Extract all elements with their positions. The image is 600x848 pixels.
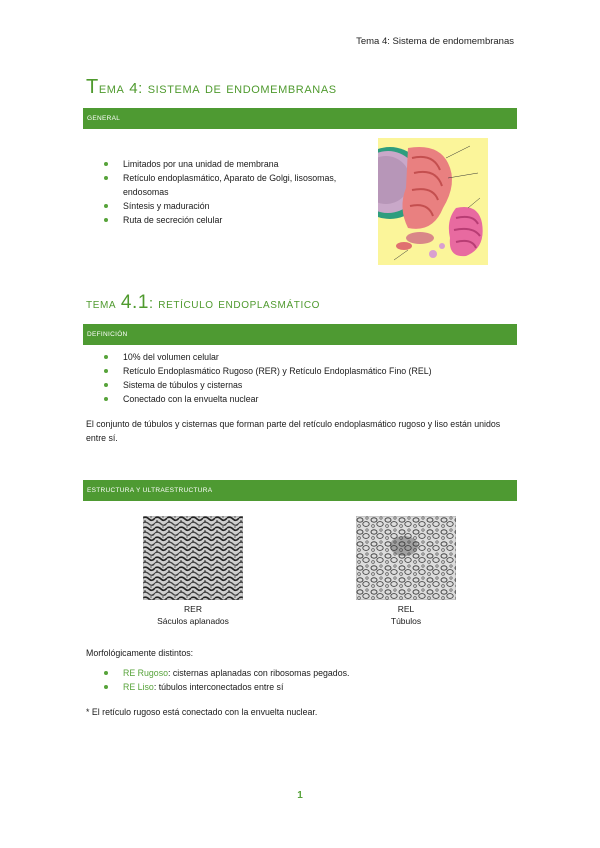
section-label-general: GENERAL	[87, 115, 121, 122]
rel-micrograph-image	[356, 516, 456, 600]
rer-micrograph-image	[143, 516, 243, 600]
term-re-liso: RE Liso	[123, 682, 154, 692]
rel-caption-subtitle: Túbulos	[390, 616, 422, 626]
list-item	[104, 666, 504, 680]
general-bullet-list	[104, 157, 364, 227]
list-item: Sistema de túbulos y cisternas	[104, 378, 524, 392]
list-item: Síntesis y maduración	[104, 199, 364, 213]
subchapter-title	[86, 292, 320, 314]
chapter-title-initial: T	[86, 76, 99, 98]
footnote: * El retículo rugoso está conectado con la envuelta nuclear.	[86, 707, 318, 717]
chapter-title-rest: ema 4: sistema de endomembranas	[98, 80, 337, 97]
rer-caption-title: RER	[184, 604, 202, 614]
page-number: 1	[297, 790, 303, 801]
rel-caption	[351, 603, 461, 627]
chapter-title	[86, 76, 337, 99]
list-item: Conectado con la envuelta nuclear	[104, 392, 524, 406]
section-bar-estructura	[83, 480, 517, 501]
rer-caption-subtitle: Sáculos aplanados	[157, 616, 229, 626]
subchapter-title-prefix: tema	[86, 296, 121, 312]
definicion-bullet-list	[104, 350, 524, 406]
list-item	[104, 680, 504, 694]
list-item: Retículo Endoplasmático Rugoso (RER) y Retículo Endoplasmático Fino (REL)	[104, 364, 524, 378]
cell-organelles-illustration	[378, 138, 488, 265]
list-item: 10% del volumen celular	[104, 350, 524, 364]
rer-caption	[138, 603, 248, 627]
running-header: Tema 4: Sistema de endomembranas	[356, 36, 514, 47]
definicion-paragraph: El conjunto de túbulos y cisternas que forman parte del retículo endoplasmático rugoso y liso están unidos entre sí.	[86, 419, 501, 443]
term-description: : cisternas aplanadas con ribosomas pegados.	[168, 668, 350, 678]
list-item: Ruta de secreción celular	[104, 213, 364, 227]
subchapter-title-rest: : retículo endoplasmático	[149, 296, 321, 312]
list-item: Limitados por una unidad de membrana	[104, 157, 364, 171]
morphology-list	[104, 666, 504, 694]
term-re-rugoso: RE Rugoso	[123, 668, 168, 678]
section-label-estructura: ESTRUCTURA Y ULTRAESTRUCTURA	[87, 487, 213, 494]
term-description: : túbulos interconectados entre sí	[153, 682, 284, 692]
section-bar-definicion	[83, 324, 517, 345]
list-item-continuation: endosomas	[123, 187, 169, 197]
section-label-definicion: DEFINICIÓN	[87, 331, 128, 338]
list-item: Retículo endoplasmático, Aparato de Golgi, lisosomas,	[104, 171, 364, 185]
subchapter-title-number: 4.1	[120, 292, 150, 313]
section-bar-general	[83, 108, 517, 129]
morphology-intro: Morfológicamente distintos:	[86, 648, 194, 658]
rel-caption-title: REL	[397, 604, 415, 614]
